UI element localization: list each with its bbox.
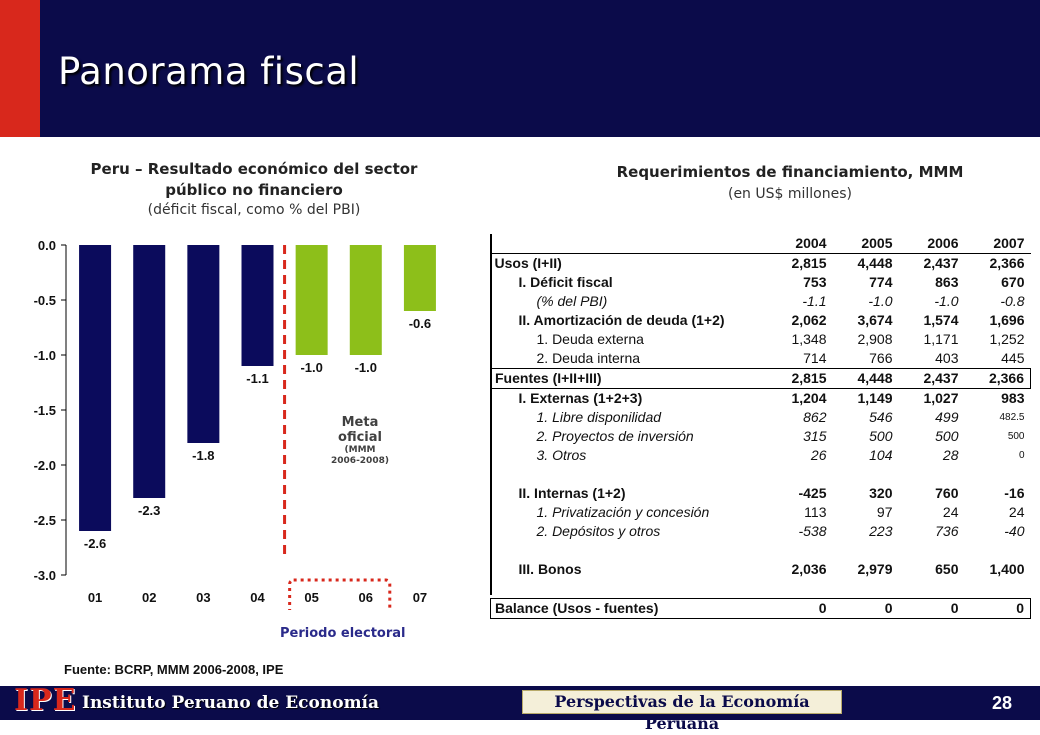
cell: 0 bbox=[767, 599, 833, 619]
spacer-cell bbox=[491, 579, 1031, 599]
source-note: Fuente: BCRP, MMM 2006-2008, IPE bbox=[64, 662, 284, 677]
bar-value-label: -2.6 bbox=[83, 536, 107, 551]
bar-value-label: -1.0 bbox=[300, 360, 323, 375]
left-chart-subtitle: (déficit fiscal, como % del PBI) bbox=[147, 202, 361, 218]
table-row-proyectos bbox=[491, 427, 1031, 446]
table-row-privatizacion bbox=[491, 503, 1031, 522]
page-number: 28 bbox=[992, 693, 1013, 713]
cell: 500 bbox=[1007, 431, 1025, 442]
cell: 753 bbox=[803, 274, 827, 290]
y-tick-label: -0.5 bbox=[33, 293, 56, 308]
table-header-cell: 2005 bbox=[833, 234, 899, 254]
cell: 4,448 bbox=[833, 369, 899, 389]
bar bbox=[242, 245, 274, 366]
table-row-pct-pbi bbox=[491, 292, 1031, 311]
left-chart-title-line1: Peru – Resultado económico del sector bbox=[90, 160, 418, 178]
cell: 546 bbox=[869, 409, 893, 425]
page-title: Panorama fiscal bbox=[58, 50, 360, 93]
cell: 0 bbox=[833, 599, 899, 619]
cell: -0.8 bbox=[1000, 293, 1025, 309]
cell: 1,696 bbox=[989, 312, 1025, 328]
row-label: Fuentes (I+II+III) bbox=[491, 369, 767, 389]
cell: 1,204 bbox=[791, 390, 827, 406]
cell: 499 bbox=[935, 409, 959, 425]
spacer-cell bbox=[491, 541, 1031, 560]
institute-name: Instituto Peruano de Economía bbox=[82, 693, 380, 713]
cell: 500 bbox=[935, 428, 959, 444]
cell: 2,815 bbox=[767, 369, 833, 389]
table-row-internas bbox=[491, 484, 1031, 503]
table-row-deuda-interna bbox=[491, 349, 1031, 369]
cell: 445 bbox=[1001, 350, 1025, 366]
y-tick-label: 0.0 bbox=[37, 238, 56, 253]
meta-label-2: oficial bbox=[338, 430, 382, 445]
header-accent-stripe bbox=[0, 0, 40, 137]
cell: 28 bbox=[942, 447, 959, 463]
y-tick-label: -1.0 bbox=[33, 348, 56, 363]
cell: 2,036 bbox=[791, 561, 827, 577]
row-label: I. Externas (1+2+3) bbox=[518, 390, 643, 406]
cell: 403 bbox=[935, 350, 959, 366]
cell: 97 bbox=[876, 504, 893, 520]
table-header-cell: 2004 bbox=[767, 234, 833, 254]
ipe-logo: IPE bbox=[14, 683, 77, 718]
cell: 1,400 bbox=[989, 561, 1025, 577]
bar bbox=[350, 245, 382, 355]
cell: 0 bbox=[1018, 450, 1025, 461]
cell: 315 bbox=[803, 428, 827, 444]
bar-value-label: -1.8 bbox=[192, 448, 215, 463]
meta-label-3: (MMM bbox=[344, 445, 376, 455]
table-spacer-row bbox=[491, 579, 1031, 599]
cell: 26 bbox=[810, 447, 827, 463]
bar bbox=[296, 245, 328, 355]
bar bbox=[79, 245, 111, 531]
table-spacer-row bbox=[491, 465, 1031, 484]
cell: -40 bbox=[1004, 523, 1025, 539]
cell: 24 bbox=[1008, 504, 1025, 520]
cell: 774 bbox=[869, 274, 893, 290]
cell: -1.1 bbox=[802, 293, 827, 309]
cell: 1,149 bbox=[857, 390, 893, 406]
row-label: 3. Otros bbox=[536, 447, 587, 463]
cell: 1,348 bbox=[791, 331, 827, 347]
bar bbox=[133, 245, 165, 498]
cell: 0 bbox=[965, 599, 1031, 619]
cell: -1.0 bbox=[868, 293, 893, 309]
cell: -16 bbox=[1004, 485, 1025, 501]
cell: 714 bbox=[803, 350, 827, 366]
table-row-balance bbox=[491, 599, 1031, 619]
right-table-title-block bbox=[560, 163, 1020, 202]
cell: 736 bbox=[935, 523, 959, 539]
cell: 4,448 bbox=[857, 255, 893, 271]
cell: 983 bbox=[1001, 390, 1025, 406]
table-row-amortizacion bbox=[491, 311, 1031, 330]
cell: 113 bbox=[804, 504, 827, 520]
cell: 2,979 bbox=[857, 561, 893, 577]
y-tick-label: -3.0 bbox=[33, 568, 56, 583]
cell: 2,815 bbox=[791, 255, 827, 271]
cell: 2,366 bbox=[989, 255, 1025, 271]
row-label: II. Internas (1+2) bbox=[518, 485, 626, 501]
x-tick-label: 07 bbox=[412, 590, 428, 605]
table-row-fuentes bbox=[491, 369, 1031, 389]
table-row-externas bbox=[491, 389, 1031, 409]
row-label: 1. Privatización y concesión bbox=[536, 504, 710, 520]
y-tick-label: -1.5 bbox=[33, 403, 56, 418]
bar bbox=[187, 245, 219, 443]
bar-value-label: -2.3 bbox=[138, 503, 161, 518]
row-label: 1. Libre disponilidad bbox=[536, 409, 662, 425]
x-tick-label: 05 bbox=[304, 590, 319, 605]
x-tick-label: 06 bbox=[358, 590, 374, 605]
table-row-bonos bbox=[491, 560, 1031, 579]
cell: 0 bbox=[899, 599, 965, 619]
row-label: 2. Depósitos y otros bbox=[536, 523, 661, 539]
meta-oficial-note bbox=[310, 415, 410, 467]
left-chart-title-line2: público no financiero bbox=[165, 181, 343, 199]
right-table-title: Requerimientos de financiamiento, MMM bbox=[616, 163, 964, 181]
cell: 223 bbox=[869, 523, 893, 539]
perspectivas-badge: Perspectivas de la Economía Peruana bbox=[522, 690, 842, 714]
right-table-subtitle: (en US$ millones) bbox=[727, 186, 852, 202]
cell: 1,171 bbox=[923, 331, 959, 347]
cell: -538 bbox=[798, 523, 827, 539]
cell: 1,027 bbox=[923, 390, 959, 406]
cell: 3,674 bbox=[857, 312, 893, 328]
row-label: Usos (I+II) bbox=[494, 255, 562, 271]
row-label: (% del PBI) bbox=[536, 293, 608, 309]
bar bbox=[404, 245, 436, 311]
row-label: 2. Proyectos de inversión bbox=[536, 428, 694, 444]
table-spacer-row bbox=[491, 541, 1031, 560]
table-header-blank bbox=[491, 234, 767, 254]
bar-value-label: -1.1 bbox=[246, 371, 269, 386]
periodo-electoral-label: Periodo electoral bbox=[280, 626, 406, 641]
cell: 862 bbox=[803, 409, 827, 425]
x-tick-label: 03 bbox=[196, 590, 211, 605]
table-header-row bbox=[491, 234, 1031, 254]
row-label: Balance (Usos - fuentes) bbox=[491, 599, 767, 619]
table-row-otros bbox=[491, 446, 1031, 465]
cell: 2,437 bbox=[899, 369, 965, 389]
cell: 2,437 bbox=[923, 255, 959, 271]
table-row-deficit bbox=[491, 273, 1031, 292]
cell: 760 bbox=[935, 485, 959, 501]
table-row-deuda-externa bbox=[491, 330, 1031, 349]
row-label: II. Amortización de deuda (1+2) bbox=[518, 312, 725, 328]
cell: 650 bbox=[935, 561, 959, 577]
cell: 2,366 bbox=[965, 369, 1031, 389]
table-row-libre-disponibilidad bbox=[491, 408, 1031, 427]
y-tick-label: -2.5 bbox=[33, 513, 56, 528]
bar-value-label: -0.6 bbox=[408, 316, 432, 331]
bar-value-label: -1.0 bbox=[354, 360, 377, 375]
cell: 320 bbox=[869, 485, 893, 501]
cell: 766 bbox=[869, 350, 893, 366]
spacer-cell bbox=[491, 465, 1031, 484]
meta-label-1: Meta bbox=[341, 415, 379, 430]
table-row-depositos bbox=[491, 522, 1031, 541]
cell: 1,574 bbox=[923, 312, 959, 328]
row-label: 2. Deuda interna bbox=[536, 350, 641, 366]
cell: 482.5 bbox=[999, 412, 1025, 423]
x-tick-label: 04 bbox=[250, 590, 265, 605]
meta-label-4: 2006-2008) bbox=[331, 456, 389, 466]
cell: 500 bbox=[869, 428, 893, 444]
table-left-border bbox=[490, 234, 492, 595]
cell: 1,252 bbox=[989, 331, 1025, 347]
x-tick-label: 02 bbox=[141, 590, 157, 605]
y-tick-label: -2.0 bbox=[33, 458, 56, 473]
row-label: III. Bonos bbox=[518, 561, 582, 577]
financing-table bbox=[490, 234, 1031, 619]
cell: -425 bbox=[798, 485, 827, 501]
row-label: 1. Deuda externa bbox=[536, 331, 644, 347]
x-tick-label: 01 bbox=[87, 590, 103, 605]
cell: -1.0 bbox=[934, 293, 959, 309]
left-chart-title bbox=[64, 160, 444, 218]
table-header-cell: 2006 bbox=[899, 234, 965, 254]
row-label: I. Déficit fiscal bbox=[518, 274, 613, 290]
cell: 2,908 bbox=[857, 331, 893, 347]
cell: 670 bbox=[1001, 274, 1025, 290]
table-row-usos bbox=[491, 254, 1031, 274]
cell: 2,062 bbox=[791, 312, 827, 328]
cell: 863 bbox=[935, 274, 959, 290]
cell: 104 bbox=[869, 447, 893, 463]
table-header-cell: 2007 bbox=[965, 234, 1031, 254]
cell: 24 bbox=[942, 504, 959, 520]
